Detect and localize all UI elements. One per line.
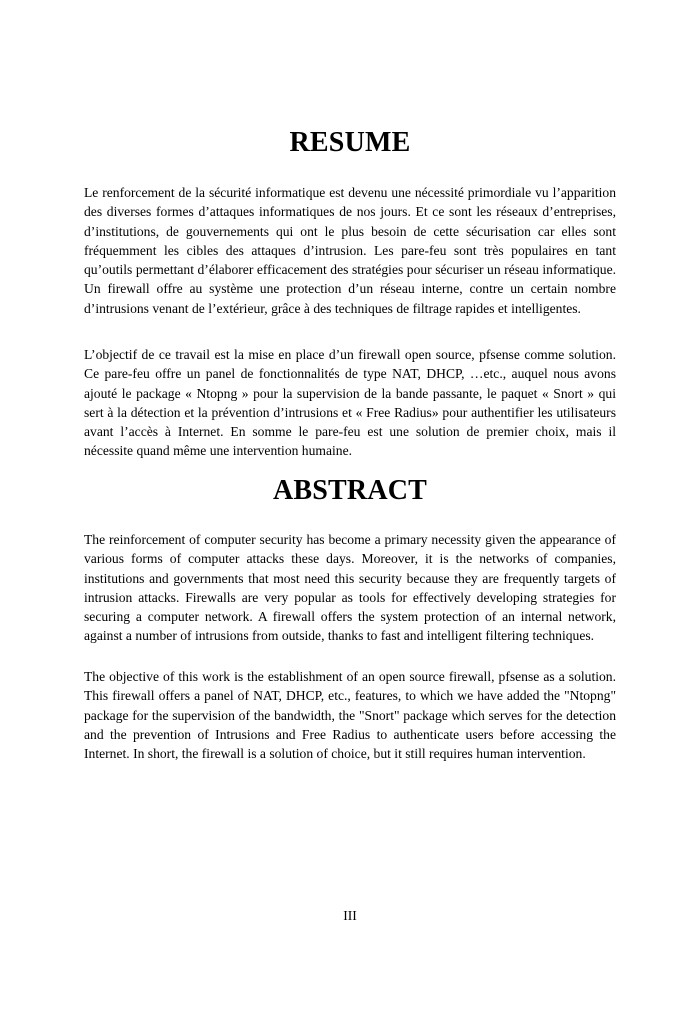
abstract-paragraph-1: The reinforcement of computer security has become a primary necessity given the appearance of various forms of computer attacks these days. Moreover, it is the networks of companies, institutions and governments that most need this security because they are frequently targets of intrusion attacks. Firewalls are very popular as tools for effectively developing strategies for securing a computer network. A firewall offers the system protection of an internal network, against a number of intrusions from outside, thanks to fast and intelligent filtering techniques.	[84, 532, 616, 644]
resume-paragraph-1: Le renforcement de la sécurité informatique est devenu une nécessité primordiale vu l’apparition des diverses formes d’attaques informatiques de nos jours. Et ce sont les réseaux d’entreprises, d’institutions, de gouvernements qui ont le plus besoin de cette sécurisation car elles sont fréquemment les cibles des attaques d’intrusion. Les pare-feu sont très populaires en tant qu’outils permettant d’élaborer efficacement des stratégies pour sécuriser un réseau informatique. Un firewall offre au système une protection d’un réseau interne, contre un certain nombre d’intrusions venant de l’extérieur, grâce à des techniques de filtrage rapides et intelligentes.	[84, 185, 616, 316]
abstract-paragraph-2: The objective of this work is the establishment of an open source firewall, pfsense as a solution. This firewall offers a panel of NAT, DHCP, etc., features, to which we have added the "Ntopng" package for the supervision of the bandwidth, the "Snort" package which serves for the detection and the prevention of Intrusions and Free Radius to authenticate users before accessing the Internet. In short, the firewall is a solution of choice, but it still requires human intervention.	[84, 669, 616, 762]
resume-paragraph-2: L’objectif de ce travail est la mise en place d’un firewall open source, pfsense comme solution. Ce pare-feu offre un panel de fonctionnalités de type NAT, DHCP, …etc., auquel nous avons ajouté le package « Ntopng » pour la supervision de la bande passante, le paquet « Snort » qui sert à la détection et la prévention d’intrusions et « Free Radius» pour authentifier les utilisateurs avant l’accès à Internet. En somme le pare-feu est une solution de premier choix, mais il nécessite quand même une intervention humaine.	[84, 347, 616, 459]
abstract-title: ABSTRACT	[272, 475, 428, 506]
page-number: III	[343, 908, 357, 923]
resume-title: RESUME	[289, 127, 411, 158]
